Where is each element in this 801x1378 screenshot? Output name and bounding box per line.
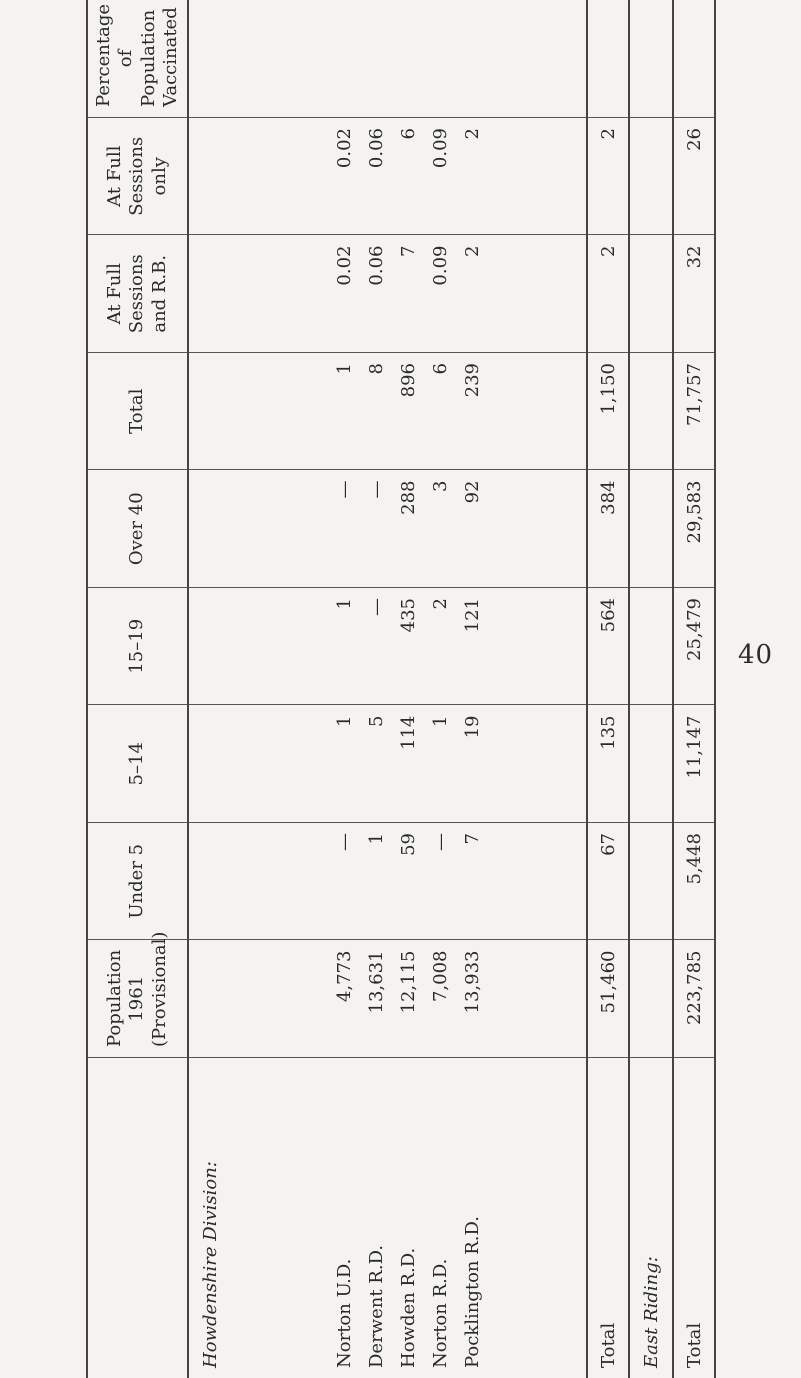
district-name: Norton R.D. [429,1258,451,1368]
full-sessions-rb-cells: 0.02 0.06 7 0.09 2 [231,235,587,353]
riding-total-row [673,0,715,1378]
total-label: Total [587,1058,629,1378]
total-cell: 25,479 [673,588,715,706]
table-header-row [87,0,188,1378]
total-cell: 223,785 [673,940,715,1058]
vaccination-table [86,0,716,1378]
total-cell: 564 [587,588,629,706]
full-sessions-only-cells: 0.02 0.06 6 0.09 2 [231,118,587,236]
over40-cells: — — 288 3 92 [231,470,587,588]
age15-19-cells: 1 — 435 2 121 [231,588,587,706]
header-cell: 15–19 [87,588,188,706]
population-cells: 4,773 13,631 12,115 7,008 13,933 [231,940,587,1058]
total-cell: 5,448 [673,823,715,941]
total-cell: 51,460 [587,940,629,1058]
section-title: Howdenshire Division: [199,1161,221,1368]
under5-cells: — 1 59 — 7 [231,823,587,941]
header-cell: 5–14 [87,705,188,823]
header-cell: Population 1961 (Provisional) [87,940,188,1058]
district-name: Norton U.D. [333,1258,355,1368]
total-label: Total [673,1058,715,1378]
total-cell: 26 [673,118,715,236]
total-cell: 29,583 [673,470,715,588]
header-cell: At Full Sessions and R.B. [87,235,188,353]
header-cell [87,1058,188,1378]
total-cell: 384 [587,470,629,588]
total-cell: 2 [587,235,629,353]
district-name: Howden R.D. [397,1247,419,1368]
header-cell: At Full Sessions only [87,118,188,236]
total-cell: 135 [587,705,629,823]
total-cells: 1 8 896 6 239 [231,353,587,471]
page-number: 40 [738,640,774,670]
total-cell: 1,150 [587,353,629,471]
section-title-row [629,0,673,1378]
division-total-row [587,0,629,1378]
total-cell: 11,147 [673,705,715,823]
header-cell: Under 5 [87,823,188,941]
rotated-table-container [86,0,716,1378]
total-cell: 32 [673,235,715,353]
header-cell: Percentage of Population Vaccinated [87,0,188,118]
section-title-row [188,0,231,1378]
header-cell: Over 40 [87,470,188,588]
table-row [231,0,587,1378]
age5-14-cells: 1 5 114 1 19 [231,705,587,823]
total-cell: 2 [587,118,629,236]
section-title: East Riding: [640,1256,662,1368]
header-cell: Total [87,353,188,471]
district-labels [231,1058,587,1378]
total-cell: 67 [587,823,629,941]
total-cell: 71,757 [673,353,715,471]
district-name: Derwent R.D. [365,1244,387,1368]
district-name: Pocklington R.D. [461,1215,483,1368]
